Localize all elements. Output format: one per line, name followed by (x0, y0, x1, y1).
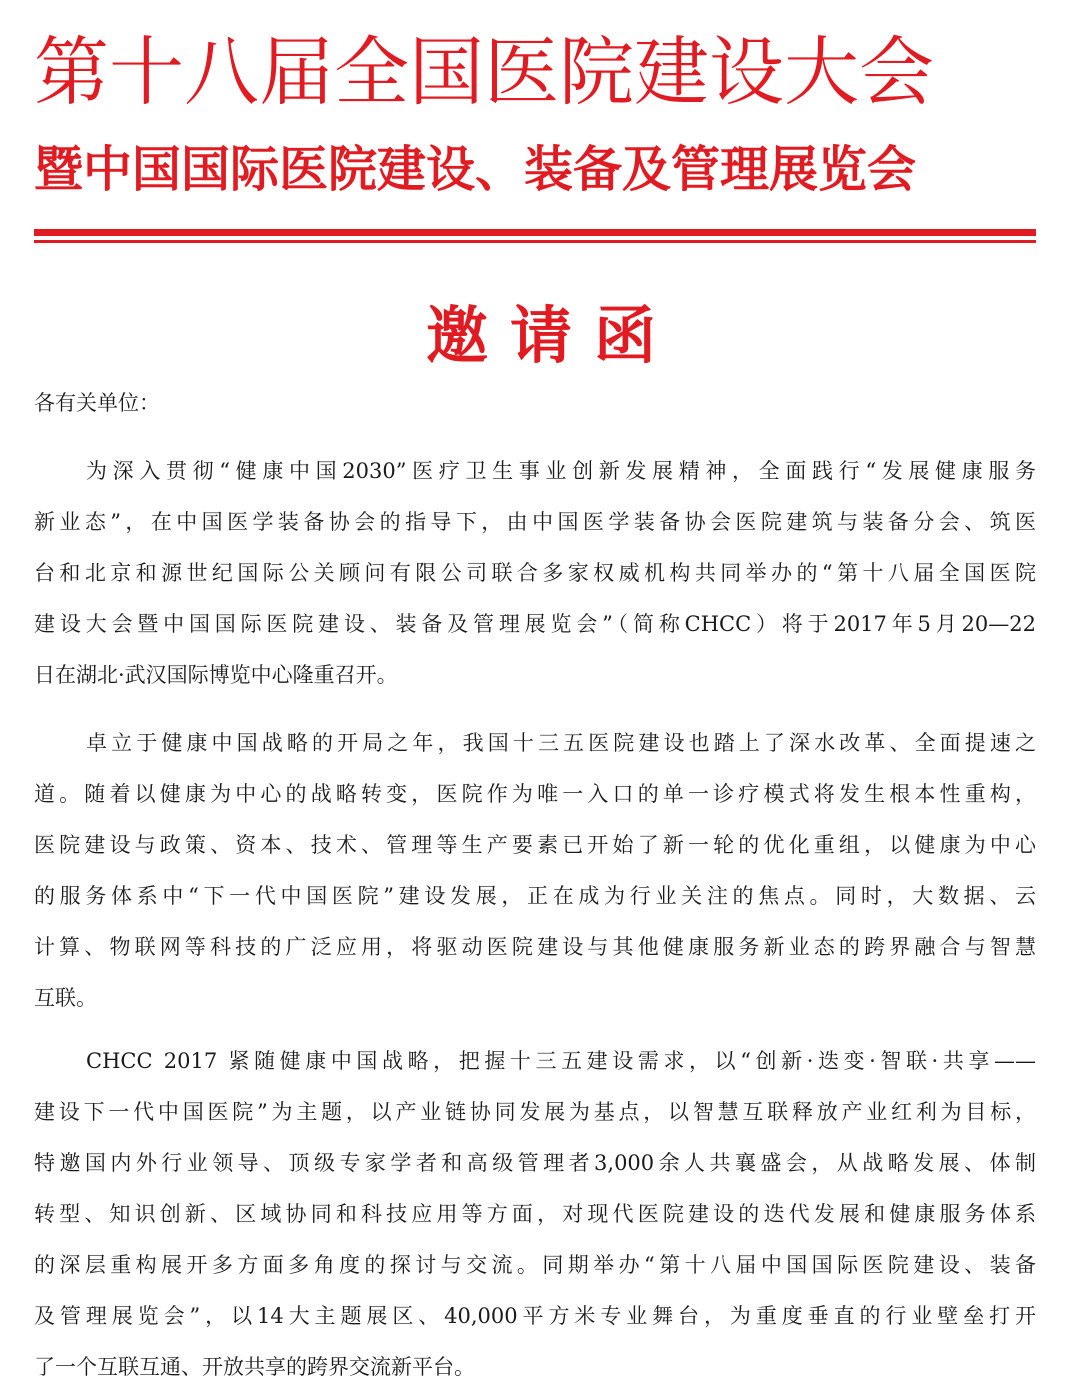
paragraph-line: 的深层重构展开多方面多角度的探讨与交流。同期举办“第十八届中国国际医院建设、装备 (34, 1253, 1036, 1277)
paragraph-1 (34, 446, 1036, 701)
paragraph-line: 日在湖北·武汉国际博览中心隆重召开。 (34, 663, 398, 687)
document-title: 邀请函 (425, 299, 678, 372)
paragraph-line: 道。随着以健康为中心的战略转变，医院作为唯一入口的单一诊疗模式将发生根本性重构， (34, 782, 1036, 806)
conference-subtitle: 暨中国国际医院建设、装备及管理展览会 (34, 141, 917, 198)
header-divider-thin (34, 240, 1036, 243)
header-divider-thick (34, 229, 1036, 236)
paragraph-line: 转型、知识创新、区域协同和科技应用等方面，对现代医院建设的迭代发展和健康服务体系 (34, 1202, 1036, 1226)
paragraph-line: 的服务体系中“下一代中国医院”建设发展，正在成为行业关注的焦点。同时，大数据、云 (34, 884, 1036, 908)
paragraph-line: 建设下一代中国医院”为主题，以产业链协同发展为基点，以智慧互联释放产业红利为目标， (34, 1100, 1036, 1124)
paragraph-line: 特邀国内外行业领导、顶级专家学者和高级管理者3,000余人共襄盛会，从战略发展、体制 (34, 1151, 1036, 1175)
paragraph-line: 新业态”，在中国医学装备协会的指导下，由中国医学装备协会医院建筑与装备分会、筑医 (34, 510, 1036, 534)
conference-title: 第十八届全国医院建设大会 (34, 28, 935, 116)
paragraph-line: 及管理展览会”，以14大主题展区、40,000平方米专业舞台，为重度垂直的行业壁垒打开 (34, 1304, 1036, 1328)
paragraph-line: 为深入贯彻“健康中国2030”医疗卫生事业创新发展精神，全面践行“发展健康服务 (86, 459, 1036, 483)
paragraph-line: CHCC 2017 紧随健康中国战略，把握十三五建设需求，以“创新·迭变·智联·共享—— (86, 1049, 1036, 1073)
paragraph-line: 计算、物联网等科技的广泛应用，将驱动医院建设与其他健康服务新业态的跨界融合与智慧 (34, 935, 1036, 959)
paragraph-line: 了一个互联互通、开放共享的跨界交流新平台。 (34, 1355, 475, 1379)
paragraph-line: 卓立于健康中国战略的开局之年，我国十三五医院建设也踏上了深水改革、全面提速之 (86, 731, 1036, 755)
paragraph-3 (34, 1036, 1036, 1393)
salutation: 各有关单位： (34, 391, 160, 415)
paragraph-2 (34, 718, 1036, 1024)
paragraph-line: 建设大会暨中国国际医院建设、装备及管理展览会”（简称CHCC）将于2017年5月20—22 (34, 612, 1036, 636)
paragraph-line: 医院建设与政策、资本、技术、管理等生产要素已开始了新一轮的优化重组，以健康为中心 (34, 833, 1036, 857)
paragraph-line: 台和北京和源世纪国际公关顾问有限公司联合多家权威机构共同举办的“第十八届全国医院 (34, 561, 1036, 585)
paragraph-line: 互联。 (34, 986, 97, 1010)
